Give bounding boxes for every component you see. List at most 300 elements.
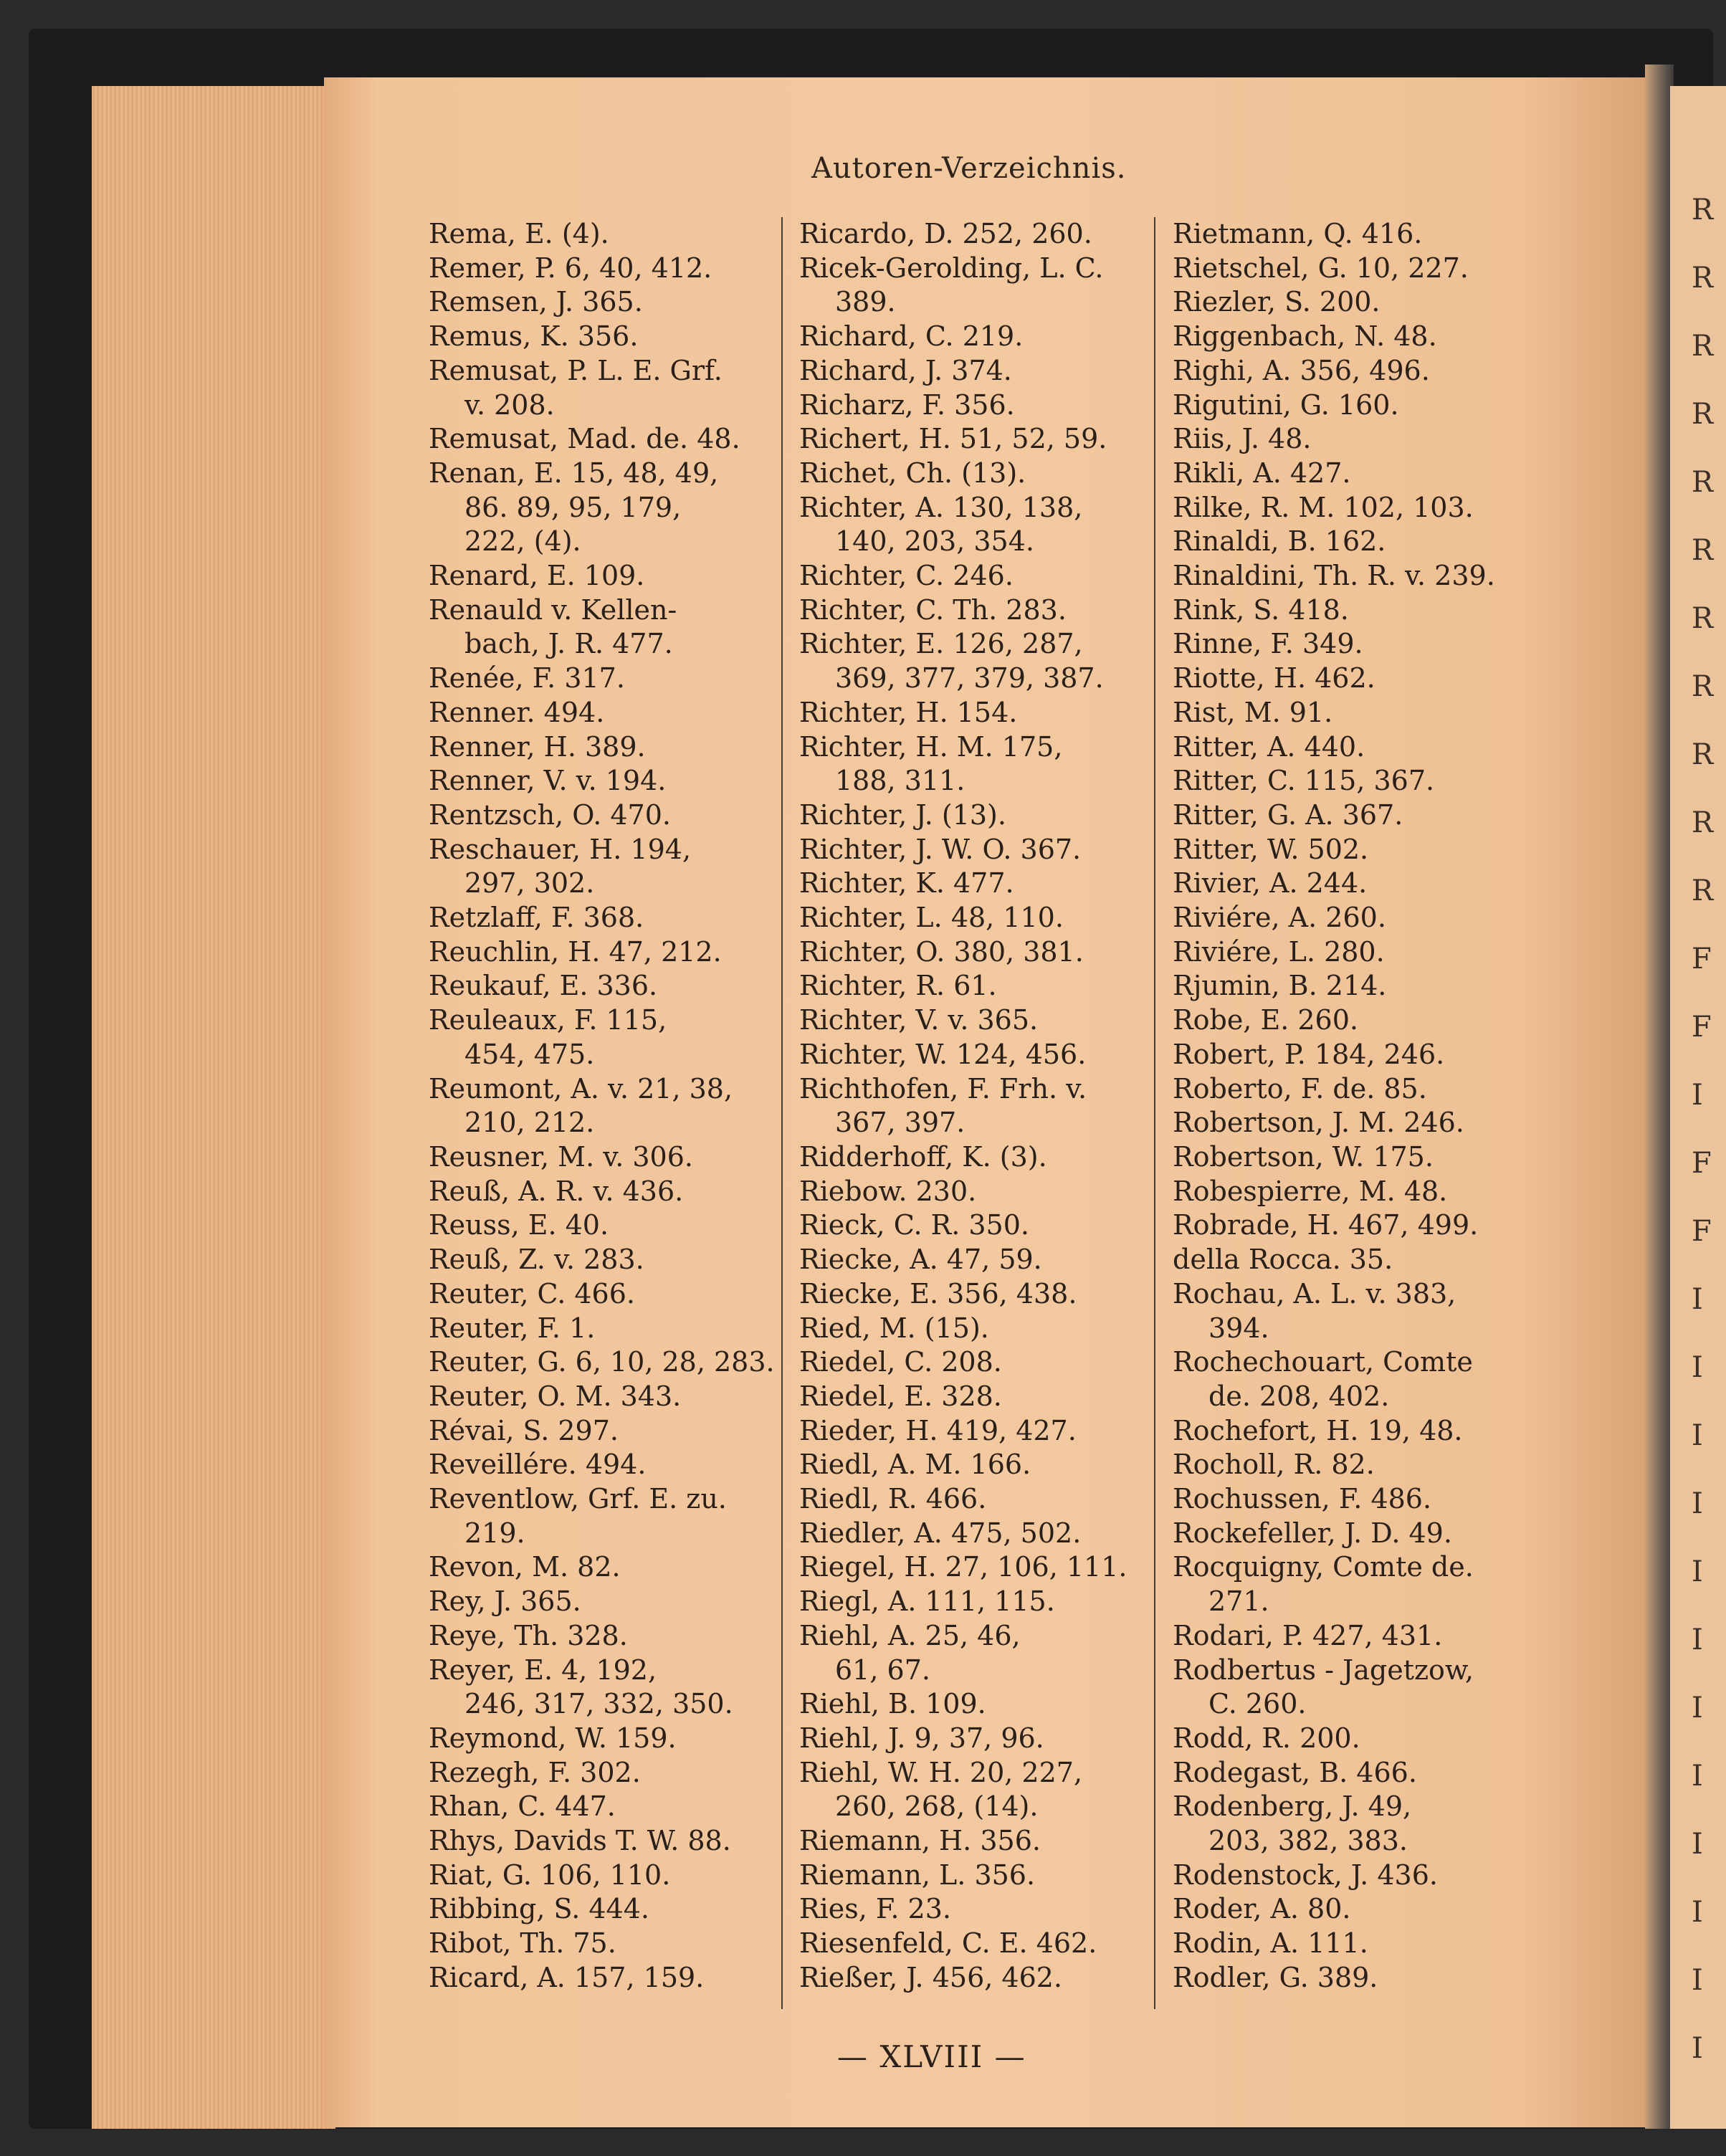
index-entry bbox=[1173, 1517, 1603, 1551]
index-entry bbox=[429, 593, 809, 662]
index-entry bbox=[429, 559, 809, 593]
index-entry-line: Riemann, H. 356. bbox=[799, 1825, 1041, 1857]
index-entry-line: Ricardo, D. 252, 260. bbox=[799, 218, 1092, 249]
index-entry bbox=[1173, 1927, 1603, 1961]
index-entry-continuation: 369, 377, 379, 387. bbox=[835, 662, 1104, 695]
index-entry-continuation: 210, 212. bbox=[464, 1107, 595, 1139]
index-entry bbox=[1173, 1345, 1603, 1413]
next-page-letter: I bbox=[1692, 1896, 1703, 1929]
next-page-letter: R bbox=[1692, 398, 1714, 431]
next-page-letter: F bbox=[1692, 1147, 1712, 1180]
index-entry bbox=[799, 969, 1179, 1003]
index-entry bbox=[1173, 354, 1603, 388]
index-entry-line: Rilke, R. M. 102, 103. bbox=[1173, 491, 1474, 523]
index-entry-line: Riviére, L. 280. bbox=[1173, 935, 1385, 968]
next-page-letter: I bbox=[1692, 1079, 1703, 1112]
index-entry-line: Rivier, A. 244. bbox=[1173, 867, 1368, 900]
index-entry bbox=[799, 901, 1179, 935]
index-entry-line: Rinaldini, Th. R. v. 239. bbox=[1173, 560, 1495, 592]
index-entry-line: Ritter, C. 115, 367. bbox=[1173, 765, 1435, 797]
index-entry bbox=[799, 1927, 1179, 1961]
index-entry-line: Remusat, P. L. E. Grf. bbox=[429, 354, 723, 386]
index-entry-line: Richthofen, F. Frh. v. bbox=[799, 1072, 1087, 1105]
next-page-edge bbox=[1670, 86, 1726, 2129]
index-entry-line: Rentzsch, O. 470. bbox=[429, 798, 671, 831]
index-entry-continuation: 61, 67. bbox=[835, 1654, 930, 1686]
next-page-letter: I bbox=[1692, 1692, 1703, 1725]
index-entry bbox=[429, 935, 809, 970]
index-entry bbox=[799, 696, 1179, 730]
next-page-letter: I bbox=[1692, 1555, 1703, 1588]
index-entry bbox=[799, 388, 1179, 423]
index-entry bbox=[1173, 1892, 1603, 1927]
index-entry-line: Rocquigny, Comte de. bbox=[1173, 1551, 1474, 1583]
index-entry bbox=[799, 491, 1179, 559]
index-entry-line: Rocholl, R. 82. bbox=[1173, 1449, 1375, 1481]
index-entry-line: Rema, E. (4). bbox=[429, 218, 609, 249]
index-entry-line: Reschauer, H. 194, bbox=[429, 833, 692, 865]
index-column-1 bbox=[429, 217, 809, 1995]
index-entry bbox=[429, 1175, 809, 1209]
index-entry bbox=[799, 1312, 1179, 1346]
index-entry-line: Rodin, A. 111. bbox=[1173, 1927, 1368, 1960]
index-entry-line: Retzlaff, F. 368. bbox=[429, 902, 644, 934]
index-entry-line: Riotte, H. 462. bbox=[1173, 662, 1375, 695]
index-entry bbox=[429, 1619, 809, 1654]
next-page-letter: I bbox=[1692, 1623, 1703, 1656]
index-entry bbox=[1173, 422, 1603, 457]
index-entry bbox=[429, 1345, 809, 1380]
index-entry-line: Rhys, Davids T. W. 88. bbox=[429, 1825, 731, 1857]
index-entry bbox=[1173, 1003, 1603, 1038]
index-entry bbox=[1173, 696, 1603, 730]
index-entry bbox=[429, 1072, 809, 1140]
index-entry bbox=[429, 1961, 809, 1995]
index-entry bbox=[1173, 388, 1603, 423]
index-entry-line: Rezegh, F. 302. bbox=[429, 1756, 641, 1788]
index-entry-line: Rist, M. 91. bbox=[1173, 696, 1333, 728]
index-entry-line: Reuchlin, H. 47, 212. bbox=[429, 935, 722, 968]
index-entry-line: Ridderhoff, K. (3). bbox=[799, 1140, 1047, 1173]
index-entry-line: Riviére, A. 260. bbox=[1173, 902, 1386, 934]
index-entry bbox=[429, 1448, 809, 1482]
index-entry-line: Remus, K. 356. bbox=[429, 320, 639, 353]
index-entry-line: Riemann, L. 356. bbox=[799, 1859, 1036, 1891]
index-entry bbox=[799, 1380, 1179, 1414]
index-entry bbox=[799, 1619, 1179, 1687]
index-entry-line: Richter, E. 126, 287, bbox=[799, 628, 1083, 660]
index-entry bbox=[1173, 867, 1603, 901]
index-entry-continuation: 367, 397. bbox=[835, 1107, 965, 1139]
index-entry-line: della Rocca. 35. bbox=[1173, 1244, 1393, 1276]
index-entry-continuation: 140, 203, 354. bbox=[835, 525, 1034, 558]
index-entry bbox=[799, 422, 1179, 457]
index-entry-line: Richter, K. 477. bbox=[799, 867, 1014, 900]
index-entry-line: Riesenfeld, C. E. 462. bbox=[799, 1927, 1097, 1960]
index-entry bbox=[799, 1824, 1179, 1859]
index-entry-line: Rey, J. 365. bbox=[429, 1585, 581, 1618]
next-page-letter: I bbox=[1692, 1760, 1703, 1793]
index-entry bbox=[429, 1756, 809, 1790]
index-entry bbox=[429, 1585, 809, 1619]
index-entry-line: Richter, O. 380, 381. bbox=[799, 935, 1084, 968]
index-entry-line: Riehl, A. 25, 46, bbox=[799, 1619, 1021, 1651]
next-page-letter: I bbox=[1692, 2032, 1703, 2065]
index-entry bbox=[799, 1345, 1179, 1380]
index-entry bbox=[1173, 627, 1603, 662]
index-entry-line: Rodler, G. 389. bbox=[1173, 1961, 1378, 1993]
index-entry bbox=[799, 1892, 1179, 1927]
index-column-3 bbox=[1173, 217, 1603, 1995]
next-page-letter: R bbox=[1692, 330, 1714, 363]
index-entry bbox=[1173, 1756, 1603, 1790]
index-entry-line: Rodari, P. 427, 431. bbox=[1173, 1619, 1443, 1651]
index-entry-line: Reusner, M. v. 306. bbox=[429, 1140, 693, 1173]
index-entry-line: Richter, C. 246. bbox=[799, 560, 1014, 592]
index-entry-line: Reuß, Z. v. 283. bbox=[429, 1244, 644, 1276]
index-entry bbox=[429, 422, 809, 457]
index-entry bbox=[799, 627, 1179, 695]
index-entry bbox=[429, 285, 809, 320]
index-entry bbox=[1173, 1038, 1603, 1072]
index-entry bbox=[799, 1550, 1179, 1585]
index-entry-line: Rodd, R. 200. bbox=[1173, 1722, 1360, 1754]
index-entry bbox=[1173, 1106, 1603, 1140]
index-entry bbox=[429, 1824, 809, 1859]
next-page-letter: I bbox=[1692, 1419, 1703, 1452]
index-entry-line: Ritter, G. A. 367. bbox=[1173, 798, 1403, 831]
page-edges bbox=[92, 86, 335, 2129]
index-entry-line: Reuter, F. 1. bbox=[429, 1312, 596, 1344]
index-entry-continuation: 389. bbox=[835, 286, 896, 318]
index-entry bbox=[1173, 1072, 1603, 1107]
index-entry-line: Riedel, C. 208. bbox=[799, 1346, 1002, 1378]
index-entry bbox=[799, 559, 1179, 593]
index-entry bbox=[1173, 457, 1603, 491]
index-entry-line: Ried, M. (15). bbox=[799, 1312, 989, 1344]
index-entry-continuation: 297, 302. bbox=[464, 867, 595, 900]
index-entry bbox=[1173, 1790, 1603, 1858]
index-entry-line: Righi, A. 356, 496. bbox=[1173, 354, 1430, 386]
index-entry-continuation: 222, (4). bbox=[464, 525, 581, 558]
index-entry-line: Richter, J. (13). bbox=[799, 798, 1006, 831]
index-entry-line: Richter, L. 48, 110. bbox=[799, 902, 1064, 934]
index-entry bbox=[799, 1517, 1179, 1551]
index-entry-line: Rieder, H. 419, 427. bbox=[799, 1414, 1077, 1446]
index-entry bbox=[429, 1277, 809, 1312]
index-entry bbox=[429, 354, 809, 422]
index-entry-line: Rochechouart, Comte bbox=[1173, 1346, 1473, 1378]
index-entry-line: Révai, S. 297. bbox=[429, 1414, 619, 1446]
index-entry bbox=[799, 730, 1179, 798]
index-entry bbox=[1173, 252, 1603, 286]
page-number: — XLVIII — bbox=[837, 2039, 1026, 2074]
index-entry bbox=[429, 1927, 809, 1961]
index-entry bbox=[799, 1175, 1179, 1209]
index-entry bbox=[429, 696, 809, 730]
index-entry-line: Riis, J. 48. bbox=[1173, 423, 1312, 455]
index-entry-line: Riedler, A. 475, 502. bbox=[799, 1517, 1082, 1549]
index-entry bbox=[1173, 1961, 1603, 1995]
index-entry-line: Rieck, C. R. 350. bbox=[799, 1209, 1029, 1241]
index-entry bbox=[799, 1722, 1179, 1756]
page-header: Autoren-Verzeichnis. bbox=[811, 152, 1127, 185]
index-entry-line: Reuß, A. R. v. 436. bbox=[429, 1175, 684, 1207]
index-entry-line: Rodenstock, J. 436. bbox=[1173, 1859, 1438, 1891]
index-entry-line: Riedl, R. 466. bbox=[799, 1483, 987, 1515]
next-page-letter: R bbox=[1692, 194, 1714, 226]
index-entry-line: Robrade, H. 467, 499. bbox=[1173, 1209, 1479, 1241]
index-entry bbox=[429, 1892, 809, 1927]
index-entry-line: Renard, E. 109. bbox=[429, 560, 645, 592]
index-entry bbox=[799, 1859, 1179, 1893]
index-entry-line: Riedel, E. 328. bbox=[799, 1380, 1002, 1412]
index-entry bbox=[1173, 1448, 1603, 1482]
index-entry-line: Reuter, G. 6, 10, 28, 283. bbox=[429, 1346, 775, 1378]
index-entry bbox=[1173, 764, 1603, 798]
index-entry-continuation: 219. bbox=[464, 1517, 525, 1549]
index-entry-line: Richard, C. 219. bbox=[799, 320, 1024, 353]
index-entry bbox=[1173, 833, 1603, 867]
index-entry-line: Ries, F. 23. bbox=[799, 1893, 951, 1925]
index-entry bbox=[1173, 285, 1603, 320]
index-entry bbox=[1173, 1140, 1603, 1175]
index-entry bbox=[1173, 730, 1603, 765]
index-entry bbox=[1173, 1722, 1603, 1756]
index-entry bbox=[799, 1687, 1179, 1722]
index-entry-line: Rodenberg, J. 49, bbox=[1173, 1790, 1412, 1823]
index-entry-line: Rigutini, G. 160. bbox=[1173, 388, 1399, 421]
index-entry bbox=[799, 1243, 1179, 1277]
index-entry-continuation: 260, 268, (14). bbox=[835, 1790, 1039, 1823]
index-entry-line: Rhan, C. 447. bbox=[429, 1790, 616, 1823]
index-entry bbox=[429, 457, 809, 559]
index-entry bbox=[799, 1072, 1179, 1140]
index-entry-line: Richter, W. 124, 456. bbox=[799, 1038, 1087, 1070]
index-entry-line: Rochefort, H. 19, 48. bbox=[1173, 1414, 1463, 1446]
index-entry-line: Rietmann, Q. 416. bbox=[1173, 218, 1423, 249]
book-gutter bbox=[1645, 65, 1674, 2129]
index-entry-line: Richter, H. 154. bbox=[799, 696, 1018, 728]
index-entry bbox=[429, 730, 809, 765]
index-entry-line: Richard, J. 374. bbox=[799, 354, 1012, 386]
index-entry-line: Ricek-Gerolding, L. C. bbox=[799, 252, 1104, 284]
index-entry bbox=[799, 1961, 1179, 1995]
next-page-letter: I bbox=[1692, 1487, 1703, 1520]
index-entry bbox=[799, 1277, 1179, 1312]
index-entry-line: Robert, P. 184, 246. bbox=[1173, 1038, 1445, 1070]
next-page-letter: R bbox=[1692, 806, 1714, 839]
next-page-letter: R bbox=[1692, 466, 1714, 499]
index-entry-line: Rochussen, F. 486. bbox=[1173, 1483, 1432, 1515]
index-entry-line: Reventlow, Grf. E. zu. bbox=[429, 1483, 727, 1515]
index-entry bbox=[799, 1038, 1179, 1072]
index-entry-line: Rießer, J. 456, 462. bbox=[799, 1961, 1063, 1993]
index-entry-line: Rochau, A. L. v. 383, bbox=[1173, 1277, 1456, 1310]
index-entry-line: Rodbertus - Jagetzow, bbox=[1173, 1654, 1474, 1686]
index-entry-line: Renner. 494. bbox=[429, 696, 605, 728]
index-entry-line: Richter, H. M. 175, bbox=[799, 730, 1063, 763]
index-entry bbox=[1173, 1619, 1603, 1654]
index-entry-line: Rietschel, G. 10, 227. bbox=[1173, 252, 1469, 284]
next-page-letter: R bbox=[1692, 874, 1714, 907]
index-entry bbox=[429, 1550, 809, 1585]
index-entry-line: Rjumin, B. 214. bbox=[1173, 970, 1387, 1002]
index-entry bbox=[1173, 217, 1603, 252]
index-entry-line: Ribot, Th. 75. bbox=[429, 1927, 616, 1960]
index-entry-continuation: 246, 317, 332, 350. bbox=[464, 1688, 733, 1720]
index-entry-line: Riehl, B. 109. bbox=[799, 1688, 986, 1720]
index-entry bbox=[1173, 559, 1603, 593]
index-entry-line: Renner, H. 389. bbox=[429, 730, 646, 763]
index-entry bbox=[429, 969, 809, 1003]
index-entry bbox=[799, 1756, 1179, 1824]
index-entry bbox=[799, 1414, 1179, 1449]
index-entry-line: Riebow. 230. bbox=[799, 1175, 977, 1207]
index-entry-line: Robe, E. 260. bbox=[1173, 1004, 1358, 1036]
index-entry-continuation: 394. bbox=[1208, 1312, 1269, 1344]
index-entry-line: Renner, V. v. 194. bbox=[429, 765, 667, 797]
index-entry bbox=[429, 1722, 809, 1756]
index-entry bbox=[429, 1003, 809, 1072]
index-entry bbox=[429, 798, 809, 833]
index-entry bbox=[429, 1380, 809, 1414]
index-entry-line: Reymond, W. 159. bbox=[429, 1722, 677, 1754]
index-entry bbox=[799, 1585, 1179, 1619]
index-entry-line: Reyer, E. 4, 192, bbox=[429, 1654, 657, 1686]
next-page-letter: R bbox=[1692, 534, 1714, 567]
index-entry-line: Riedl, A. M. 166. bbox=[799, 1449, 1031, 1481]
index-entry-line: Rinne, F. 349. bbox=[1173, 628, 1363, 660]
index-entry bbox=[799, 1140, 1179, 1175]
index-entry-line: Riat, G. 106, 110. bbox=[429, 1859, 671, 1891]
index-entry bbox=[799, 1003, 1179, 1038]
index-entry-line: Reuter, O. M. 343. bbox=[429, 1380, 682, 1412]
index-entry bbox=[1173, 935, 1603, 970]
index-entry-line: Richter, V. v. 365. bbox=[799, 1004, 1039, 1036]
index-entry bbox=[429, 901, 809, 935]
index-entry-line: Rink, S. 418. bbox=[1173, 593, 1349, 626]
index-entry-line: Richert, H. 51, 52, 59. bbox=[799, 423, 1107, 455]
index-entry-line: Rodegast, B. 466. bbox=[1173, 1756, 1417, 1788]
index-entry-line: Robespierre, M. 48. bbox=[1173, 1175, 1448, 1207]
index-entry bbox=[1173, 969, 1603, 1003]
index-entry-continuation: 271. bbox=[1208, 1585, 1269, 1618]
next-page-letter: R bbox=[1692, 670, 1714, 703]
index-entry-line: Rockefeller, J. D. 49. bbox=[1173, 1517, 1452, 1549]
index-entry-line: Reuter, C. 466. bbox=[429, 1277, 635, 1310]
index-entry-line: Riecke, E. 356, 438. bbox=[799, 1277, 1077, 1310]
next-page-letter: R bbox=[1692, 602, 1714, 635]
index-entry-line: Roder, A. 80. bbox=[1173, 1893, 1351, 1925]
index-entry bbox=[1173, 1243, 1603, 1277]
index-entry bbox=[1173, 1277, 1603, 1345]
index-entry bbox=[1173, 491, 1603, 525]
index-entry-line: Riehl, W. H. 20, 227, bbox=[799, 1756, 1083, 1788]
index-entry bbox=[429, 1414, 809, 1449]
index-entry bbox=[1173, 1175, 1603, 1209]
index-entry-continuation: C. 260. bbox=[1208, 1688, 1307, 1720]
index-entry-continuation: v. 208. bbox=[464, 388, 555, 421]
index-entry bbox=[799, 1482, 1179, 1517]
index-column-2 bbox=[799, 217, 1179, 1995]
index-entry-line: Riehl, J. 9, 37, 96. bbox=[799, 1722, 1044, 1754]
index-entry-line: Riggenbach, N. 48. bbox=[1173, 320, 1437, 353]
index-entry bbox=[1173, 1550, 1603, 1618]
index-entry-continuation: de. 208, 402. bbox=[1208, 1380, 1390, 1412]
index-entry bbox=[1173, 1654, 1603, 1722]
index-entry-line: Richarz, F. 356. bbox=[799, 388, 1015, 421]
next-page-letter: I bbox=[1692, 1351, 1703, 1384]
index-entry-line: Riegel, H. 27, 106, 111. bbox=[799, 1551, 1127, 1583]
index-entry-line: Robertson, J. M. 246. bbox=[1173, 1107, 1464, 1139]
index-entry-line: Richet, Ch. (13). bbox=[799, 457, 1026, 489]
index-entry bbox=[799, 457, 1179, 491]
index-entry-line: Reye, Th. 328. bbox=[429, 1619, 628, 1651]
index-entry-line: Rinaldi, B. 162. bbox=[1173, 525, 1386, 558]
next-page-letter: I bbox=[1692, 1283, 1703, 1316]
index-entry bbox=[799, 867, 1179, 901]
next-page-letter: F bbox=[1692, 1011, 1712, 1044]
index-entry bbox=[1173, 593, 1603, 628]
index-entry-line: Remsen, J. 365. bbox=[429, 286, 643, 318]
index-entry bbox=[429, 833, 809, 901]
index-entry bbox=[799, 320, 1179, 354]
index-entry bbox=[429, 1790, 809, 1824]
index-entry-line: Riezler, S. 200. bbox=[1173, 286, 1381, 318]
index-entry-line: Renée, F. 317. bbox=[429, 662, 625, 695]
index-entry bbox=[799, 1208, 1179, 1243]
index-entry bbox=[799, 833, 1179, 867]
index-entry-line: Richter, A. 130, 138, bbox=[799, 491, 1083, 523]
index-entry-continuation: 454, 475. bbox=[464, 1038, 595, 1070]
index-entry bbox=[1173, 1414, 1603, 1449]
index-entry bbox=[429, 217, 809, 252]
index-entry bbox=[429, 252, 809, 286]
index-entry-line: Rikli, A. 427. bbox=[1173, 457, 1351, 489]
index-entry bbox=[429, 320, 809, 354]
index-entry bbox=[429, 662, 809, 696]
index-entry bbox=[1173, 901, 1603, 935]
index-entry bbox=[1173, 1859, 1603, 1893]
index-entry-line: Remer, P. 6, 40, 412. bbox=[429, 252, 712, 284]
index-entry bbox=[429, 1140, 809, 1175]
index-entry-line: Ritter, A. 440. bbox=[1173, 730, 1365, 763]
index-entry-line: Remusat, Mad. de. 48. bbox=[429, 423, 740, 455]
index-entry-line: Ricard, A. 157, 159. bbox=[429, 1961, 705, 1993]
index-entry-line: Renan, E. 15, 48, 49, bbox=[429, 457, 719, 489]
index-entry bbox=[429, 1208, 809, 1243]
index-entry-line: Reuss, E. 40. bbox=[429, 1209, 609, 1241]
index-entry bbox=[1173, 1482, 1603, 1517]
index-entry bbox=[429, 1859, 809, 1893]
next-page-letter: F bbox=[1692, 1215, 1712, 1248]
index-entry-line: Riegl, A. 111, 115. bbox=[799, 1585, 1055, 1618]
index-entry bbox=[429, 1482, 809, 1550]
index-entry-line: Riecke, A. 47, 59. bbox=[799, 1244, 1042, 1276]
index-entry-line: Richter, R. 61. bbox=[799, 970, 997, 1002]
index-entry bbox=[429, 1243, 809, 1277]
index-entry bbox=[799, 798, 1179, 833]
next-page-letter: F bbox=[1692, 943, 1712, 976]
index-entry-line: Reukauf, E. 336. bbox=[429, 970, 658, 1002]
index-entry-line: Reveillére. 494. bbox=[429, 1449, 647, 1481]
index-entry-line: Ribbing, S. 444. bbox=[429, 1893, 649, 1925]
index-entry-line: Revon, M. 82. bbox=[429, 1551, 621, 1583]
index-entry bbox=[429, 764, 809, 798]
index-entry-line: Richter, C. Th. 283. bbox=[799, 593, 1067, 626]
next-page-letter: I bbox=[1692, 1964, 1703, 1997]
